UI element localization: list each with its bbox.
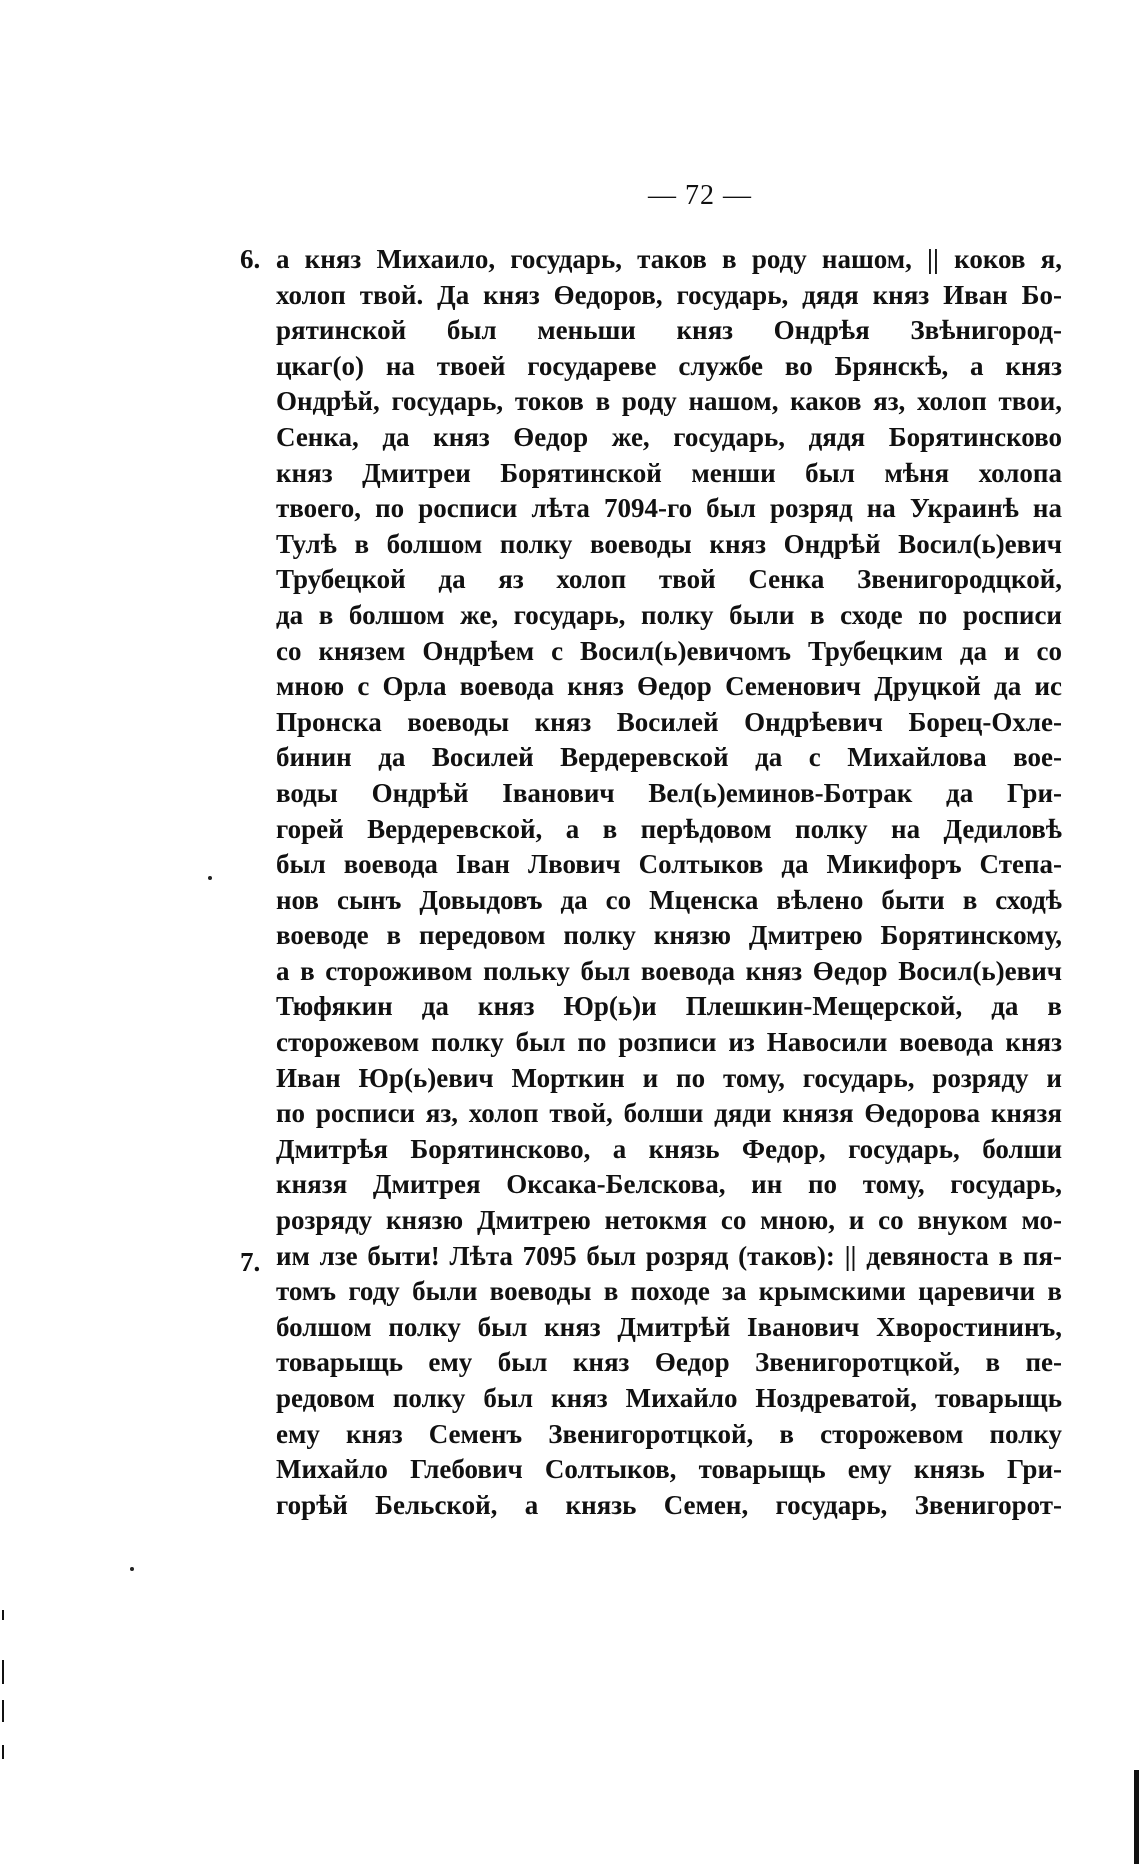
text-line-content: Тюфякин да княз Юр(ь)и Плешкин-Мещерской, да в — [276, 991, 1062, 1022]
text-line-content: Иван Юр(ь)евич Морткин и по тому, государь, розряду и — [276, 1062, 1062, 1093]
text-line-content: томъ году были воеводы в походе за крымскими царевичи в — [276, 1276, 1062, 1307]
text-line — [276, 1239, 1062, 1275]
text-line — [276, 1274, 1062, 1310]
text-line — [276, 669, 1062, 705]
text-line — [276, 491, 1062, 527]
text-line-content: Дмитрѣя Борятинсково, а князь Федор, государь, болши — [276, 1133, 1062, 1164]
text-line — [276, 1061, 1062, 1097]
text-line-content: воды Ондрѣй Іванович Вел(ь)еминов-Ботрак да Гри- — [276, 777, 1062, 808]
text-line-content: горей Вердеревской, а в перѣдовом полку на Дедиловѣ — [276, 813, 1062, 844]
text-line — [276, 1203, 1062, 1239]
text-line — [276, 1310, 1062, 1346]
text-line — [276, 918, 1062, 954]
scan-edge-mark — [2, 1700, 4, 1722]
text-line — [276, 776, 1062, 812]
text-line — [276, 1132, 1062, 1168]
text-line-content: а княз Михаило, государь, таков в роду нашом, || коков я, — [276, 244, 1062, 274]
text-line — [276, 278, 1062, 314]
text-line-content: им лзе быти! Лѣта 7095 был розряд (таков): || девяноста в пя- — [276, 1240, 1062, 1271]
text-line-content: бинин да Восилей Вердеревской да с Михайлова воe- — [276, 742, 1062, 773]
text-line — [276, 705, 1062, 741]
text-line — [276, 1096, 1062, 1132]
text-line-content: розряду князю Дмитрею нетокмя со мною, и со внуком мо- — [276, 1205, 1062, 1236]
text-line — [276, 812, 1062, 848]
text-line — [276, 349, 1062, 385]
section-number-6: 6. — [240, 244, 261, 274]
text-line-content: рятинской был меньши княз Ондрѣя Звѣнигород- — [276, 315, 1062, 346]
text-line-content: да в болшом же, государь, полку были в сходе по росписи — [276, 599, 1062, 630]
text-line-content: Михайло Глебович Солтыков, товарыщь ему князь Гри- — [276, 1454, 1062, 1485]
text-line-content: Сенка, да княз Өедор же, государь, дядя Борятинсково — [276, 421, 1062, 452]
text-line-content: товарыщь ему был княз Өедор Звенигоротцкой, в пе- — [276, 1347, 1062, 1378]
text-line — [276, 242, 1062, 278]
text-line — [276, 420, 1062, 456]
text-line-content: сторожевом полку был по розписи из Навосили воевода княз — [276, 1027, 1062, 1058]
text-line-content: был воевода Іван Лвович Солтыков да Микифоръ Степа- — [276, 849, 1062, 880]
scan-speck — [130, 1567, 134, 1571]
text-line-content: цкаг(о) на твоей государеве службе во Брянскѣ, а княз — [276, 350, 1062, 381]
text-line-content: со князем Ондрѣем с Восил(ь)евичомъ Трубецким да и со — [276, 635, 1062, 666]
text-line-content: болшом полку был княз Дмитрѣй Іванович Хворостининъ, — [276, 1311, 1062, 1342]
text-line-content: нов сынъ Довыдовъ да со Мценска вѣлено быти в сходѣ — [276, 884, 1062, 915]
text-line — [276, 883, 1062, 919]
text-line-content: холоп твой. Да княз Өедоров, государь, дядя княз Иван Бо- — [276, 279, 1062, 310]
text-line — [276, 989, 1062, 1025]
text-line — [276, 1417, 1062, 1453]
text-line — [276, 313, 1062, 349]
text-line — [276, 1167, 1062, 1203]
section-number-7: 7. — [240, 1247, 261, 1277]
text-line — [276, 598, 1062, 634]
text-line — [276, 740, 1062, 776]
text-line — [276, 1452, 1062, 1488]
body-text — [276, 242, 1062, 1523]
text-line — [276, 634, 1062, 670]
scan-edge-border — [1134, 1770, 1139, 1864]
scan-edge-mark — [2, 1745, 4, 1759]
text-line-content: Трубецкой да яз холоп твой Сенка Звенигородцкой, — [276, 564, 1062, 595]
text-line-content: по росписи яз, холоп твой, болши дяди князя Өедорова князя — [276, 1098, 1062, 1129]
scan-edge-mark — [2, 1660, 4, 1684]
text-line — [276, 1025, 1062, 1061]
text-line-content: Пронска воеводы княз Восилей Ондрѣевич Борец-Охле- — [276, 706, 1062, 737]
text-line-content: Тулѣ в болшом полку воеводы княз Ондрѣй Восил(ь)евич — [276, 528, 1062, 559]
text-line — [276, 562, 1062, 598]
text-line-content: а в стороживом польку был воевода княз Өедор Восил(ь)евич — [276, 955, 1062, 986]
text-line — [276, 1488, 1062, 1524]
text-line-content: горѣй Бельской, а князь Семен, государь, Звенигорот- — [276, 1489, 1062, 1520]
text-line — [276, 847, 1062, 883]
text-line — [276, 456, 1062, 492]
text-line — [276, 1345, 1062, 1381]
page-number: — 72 — — [648, 180, 752, 211]
text-line — [276, 954, 1062, 990]
text-line-content: редовом полку был княз Михайло Ноздреватой, товарыщь — [276, 1383, 1062, 1413]
text-line-content: мною с Орла воевода княз Өедор Семенович Друцкой да ис — [276, 671, 1062, 702]
text-line-content: твоего, по росписи лѣта 7094-го был розряд на Украинѣ на — [276, 493, 1062, 524]
text-line — [276, 384, 1062, 420]
text-line — [276, 527, 1062, 563]
scan-edge-mark — [2, 1610, 4, 1620]
text-line-content: ему княз Семенъ Звенигоротцкой, в сторожевом полку — [276, 1418, 1062, 1449]
scan-speck — [208, 876, 212, 880]
text-line — [276, 1381, 1062, 1417]
text-line-content: князя Дмитрея Оксака-Белскова, ин по тому, государь, — [276, 1169, 1062, 1200]
text-line-content: Ондрѣй, государь, токов в роду нашом, каков яз, холоп твои, — [276, 386, 1062, 417]
text-line-content: княз Дмитреи Борятинской менши был мѣня холопа — [276, 457, 1062, 488]
text-line-content: воеводе в передовом полку князю Дмитрею Борятинскому, — [276, 920, 1062, 951]
